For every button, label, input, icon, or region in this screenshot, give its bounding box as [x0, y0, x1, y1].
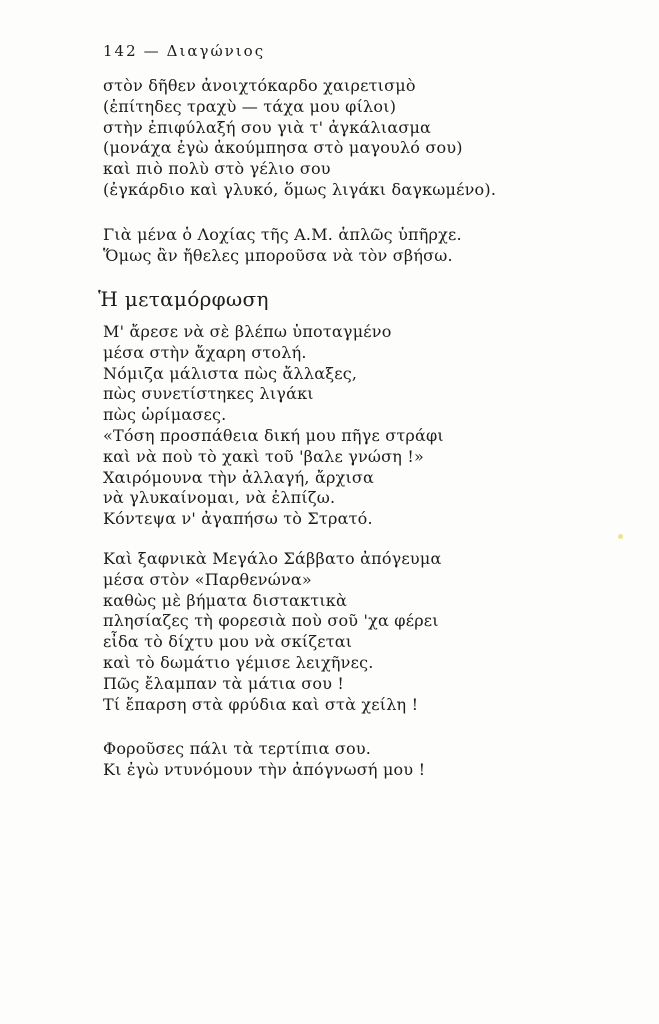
verse-line: Κι ἐγὼ ντυνόμουν τὴν ἀπόγνωσή μου !	[103, 759, 426, 779]
verse-line: καὶ πιὸ πολὺ στὸ γέλιο σου	[103, 159, 331, 179]
running-title: Διαγώνιος	[166, 42, 266, 60]
verse-line: «Τόση προσπάθεια δική μου πῆγε στράφι	[103, 425, 444, 445]
verse-line: μέσα στὸν «Παρθενώνα»	[103, 569, 312, 589]
verse-line: καὶ τὸ δωμάτιο γέμισε λειχῆνες.	[103, 652, 374, 672]
poem-stanza-2	[103, 549, 441, 715]
verse-line: (ἐπίτηδες τραχὺ — τάχα μου φίλοι)	[103, 96, 397, 116]
verse-line: πλησίαζες τὴ φορεσιὰ ποὺ σοῦ 'χα φέρει	[103, 611, 439, 631]
verse-line: μέσα στὴν ἄχαρη στολή.	[103, 342, 307, 362]
verse-line: Τί ἔπαρση στὰ φρύδια καὶ στὰ χείλη !	[103, 694, 419, 714]
verse-line: στὴν ἐπιφύλαξή σου γιὰ τ' ἀγκάλιασμα	[103, 117, 432, 137]
verse-line: καὶ νὰ ποὺ τὸ χακὶ τοῦ 'βαλε γνώση !»	[103, 446, 424, 466]
running-header	[103, 42, 265, 60]
verse-line: Μ' ἄρεσε νὰ σὲ βλέπω ὑποταγμένο	[103, 322, 392, 341]
verse-line: Γιὰ μένα ὁ Λοχίας τῆς Α.Μ. ἁπλῶς ὑπῆρχε.	[103, 225, 462, 244]
verse-line: καθὼς μὲ βήματα διστακτικὰ	[103, 590, 347, 610]
poem-stanza-1	[103, 322, 444, 530]
poem-stanza-3	[103, 739, 425, 781]
poem-title: Ἡ μεταμόρφωση	[98, 287, 269, 311]
stanza-continued-1	[103, 76, 496, 201]
verse-line: πὼς ὡρίμασες.	[103, 405, 227, 425]
verse-line: πὼς συνετίστηκες λιγάκι	[103, 384, 314, 404]
stanza-continued-2	[103, 225, 462, 267]
page-number: 142	[103, 42, 138, 60]
verse-line: στὸν δῆθεν ἀνοιχτόκαρδο χαιρετισμὸ	[103, 76, 416, 95]
verse-line: Πῶς ἔλαμπαν τὰ μάτια σου !	[103, 673, 345, 693]
verse-line: Ὅμως ἂν ἤθελες μποροῦσα νὰ τὸν σβήσω.	[103, 245, 453, 265]
verse-line: (μονάχα ἐγὼ ἀκούμπησα στὸ μαγουλό σου)	[103, 138, 463, 158]
verse-line: Φοροῦσες πάλι τὰ τερτίπια σου.	[103, 739, 372, 758]
verse-line: Καὶ ξαφνικὰ Μεγάλο Σάββατο ἀπόγευμα	[103, 549, 442, 568]
paper-speck	[618, 534, 623, 539]
verse-line: Κόντεψα ν' ἀγαπήσω τὸ Στρατό.	[103, 509, 373, 529]
verse-line: (ἐγκάρδιο καὶ γλυκό, ὅμως λιγάκι δαγκωμένο).	[103, 179, 497, 199]
verse-line: νὰ γλυκαίνομαι, νὰ ἐλπίζω.	[103, 488, 336, 508]
verse-line: Χαιρόμουνα τὴν ἀλλαγή, ἄρχισα	[103, 467, 375, 487]
verse-line: εἶδα τὸ δίχτυ μου νὰ σκίζεται	[103, 632, 353, 652]
verse-line: Νόμιζα μάλιστα πὼς ἄλλαξες,	[103, 363, 358, 383]
header-separator: —	[143, 42, 161, 60]
